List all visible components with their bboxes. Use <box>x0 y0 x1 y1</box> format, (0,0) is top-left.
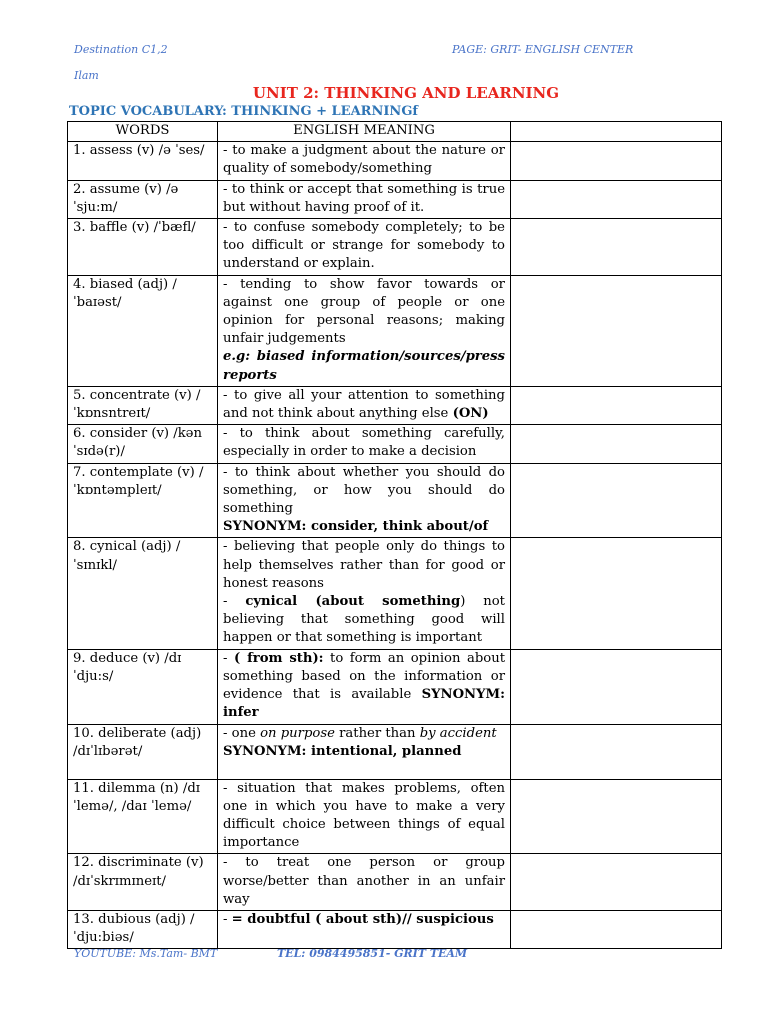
meaning-prefix: - <box>223 650 234 666</box>
table-row <box>68 724 722 779</box>
notes-cell <box>511 538 722 649</box>
header-words: WORDS <box>68 122 218 142</box>
notes-cell <box>511 854 722 911</box>
meaning-cell: - to think or accept that something is true but without having proof of it. <box>218 180 511 218</box>
preposition-note: (ON) <box>452 406 489 422</box>
table-row <box>68 386 722 424</box>
meaning-cell: - to treat one person or group worse/better than another in an unfair way <box>218 854 511 911</box>
notes-cell <box>511 779 722 854</box>
topic-heading: TOPIC VOCABULARY: THINKING + LEARNINGf <box>69 104 419 119</box>
table-row <box>68 275 722 386</box>
table-row <box>68 649 722 724</box>
table-row <box>68 219 722 276</box>
meaning-cell: - to think about something carefully, especially in order to make a decision <box>218 425 511 463</box>
meaning-cell <box>218 275 511 386</box>
word-cell: 10. deliberate (adj) /dɪˈlɪbərət/ <box>68 724 218 779</box>
notes-cell <box>511 910 722 948</box>
sub-meaning-phrase: cynical (about something <box>245 594 461 610</box>
word-cell: 11. dilemma (n) /dɪˈlemə/, /daɪ ˈlemə/ <box>68 779 218 854</box>
meaning-text: = doubtful ( about sth)// suspicious <box>231 911 494 927</box>
word-cell: 1. assess (v) /ə ˈses/ <box>68 142 218 180</box>
preposition-note: ( from sth): <box>233 650 324 666</box>
table-header-row <box>68 122 722 142</box>
header-course: Destination C1,2 <box>74 43 168 56</box>
synonym-text: SYNONYM: intentional, planned <box>223 743 462 759</box>
notes-cell <box>511 275 722 386</box>
sub-meaning-prefix: - <box>223 594 246 610</box>
header-author: Ilam <box>74 69 99 82</box>
word-cell: 13. dubious (adj) /ˈdju:biəs/ <box>68 910 218 948</box>
meaning-prefix: - <box>223 911 232 927</box>
table-row <box>68 910 722 948</box>
meaning-text: - one <box>223 725 261 741</box>
word-cell: 5. concentrate (v) /ˈkɒnsntreɪt/ <box>68 386 218 424</box>
notes-cell <box>511 425 722 463</box>
unit-title: UNIT 2: THINKING AND LEARNING <box>252 84 560 102</box>
footer-youtube: YOUTUBE: Ms.Tam- BMT <box>74 947 218 960</box>
word-cell: 12. discriminate (v) /dɪˈskrɪmɪneɪt/ <box>68 854 218 911</box>
notes-cell <box>511 219 722 276</box>
header-page-name: PAGE: GRIT- ENGLISH CENTER <box>452 43 634 56</box>
header-meaning: ENGLISH MEANING <box>218 122 511 142</box>
word-cell: 4. biased (adj) /ˈbaɪəst/ <box>68 275 218 386</box>
meaning-cell: - to make a judgment about the nature or quality of somebody/something <box>218 142 511 180</box>
meaning-cell <box>218 386 511 424</box>
example-text: e.g: biased information/sources/press reports <box>223 349 505 383</box>
notes-cell <box>511 724 722 779</box>
table-row <box>68 180 722 218</box>
synonym-text: SYNONYM: infer <box>223 687 505 721</box>
table-row <box>68 142 722 180</box>
word-cell: 6. consider (v) /kənˈsɪdə(r)/ <box>68 425 218 463</box>
meaning-cell <box>218 910 511 948</box>
meaning-cell <box>218 538 511 649</box>
meaning-text: to form an opinion about something based on the information or evidence that is available <box>223 650 506 703</box>
notes-cell <box>511 142 722 180</box>
word-cell: 7. contemplate (v) /ˈkɒntəmpleɪt/ <box>68 463 218 538</box>
word-cell: 9. deduce (v) /dɪ ˈdju:s/ <box>68 649 218 724</box>
notes-cell <box>511 180 722 218</box>
meaning-italic: by accident <box>419 725 497 741</box>
meaning-text: - to give all your attention to something and not think about anything else <box>223 387 505 422</box>
word-cell: 3. baffle (v) /ˈbæfl/ <box>68 219 218 276</box>
table-row <box>68 779 722 854</box>
meaning-text: - tending to show favor towards or against one group of people or one opinion for personal reasons; making unfair judgements <box>223 276 505 347</box>
meaning-cell: - to confuse somebody completely; to be too difficult or strange for somebody to understand or explain. <box>218 219 511 276</box>
vocabulary-table <box>67 121 722 949</box>
table-row <box>68 854 722 911</box>
meaning-cell <box>218 463 511 538</box>
table-row <box>68 463 722 538</box>
sub-meaning-text: ) not believing that something good will happen or that something is important <box>223 594 505 646</box>
meaning-cell <box>218 724 511 779</box>
meaning-text: - believing that people only do things to help themselves rather than for good or honest reasons <box>223 539 505 591</box>
meaning-text: - to think about whether you should do something, or how you should do something <box>223 464 505 517</box>
table-row <box>68 425 722 463</box>
notes-cell <box>511 386 722 424</box>
meaning-text: rather than <box>334 725 420 741</box>
word-cell: 8. cynical (adj) /ˈsɪnɪkl/ <box>68 538 218 649</box>
notes-cell <box>511 649 722 724</box>
meaning-italic: on purpose <box>260 725 335 741</box>
table-row <box>68 538 722 649</box>
word-cell: 2. assume (v) /ə ˈsju:m/ <box>68 180 218 218</box>
footer-telephone: TEL: 0984495851- GRIT TEAM <box>277 947 468 960</box>
notes-cell <box>511 463 722 538</box>
meaning-cell <box>218 649 511 724</box>
meaning-cell: - situation that makes problems, often one in which you have to make a very difficult choice between things of equal importance <box>218 779 511 854</box>
synonym-text: SYNONYM: consider, think about/of <box>223 519 489 535</box>
header-notes <box>511 122 722 142</box>
